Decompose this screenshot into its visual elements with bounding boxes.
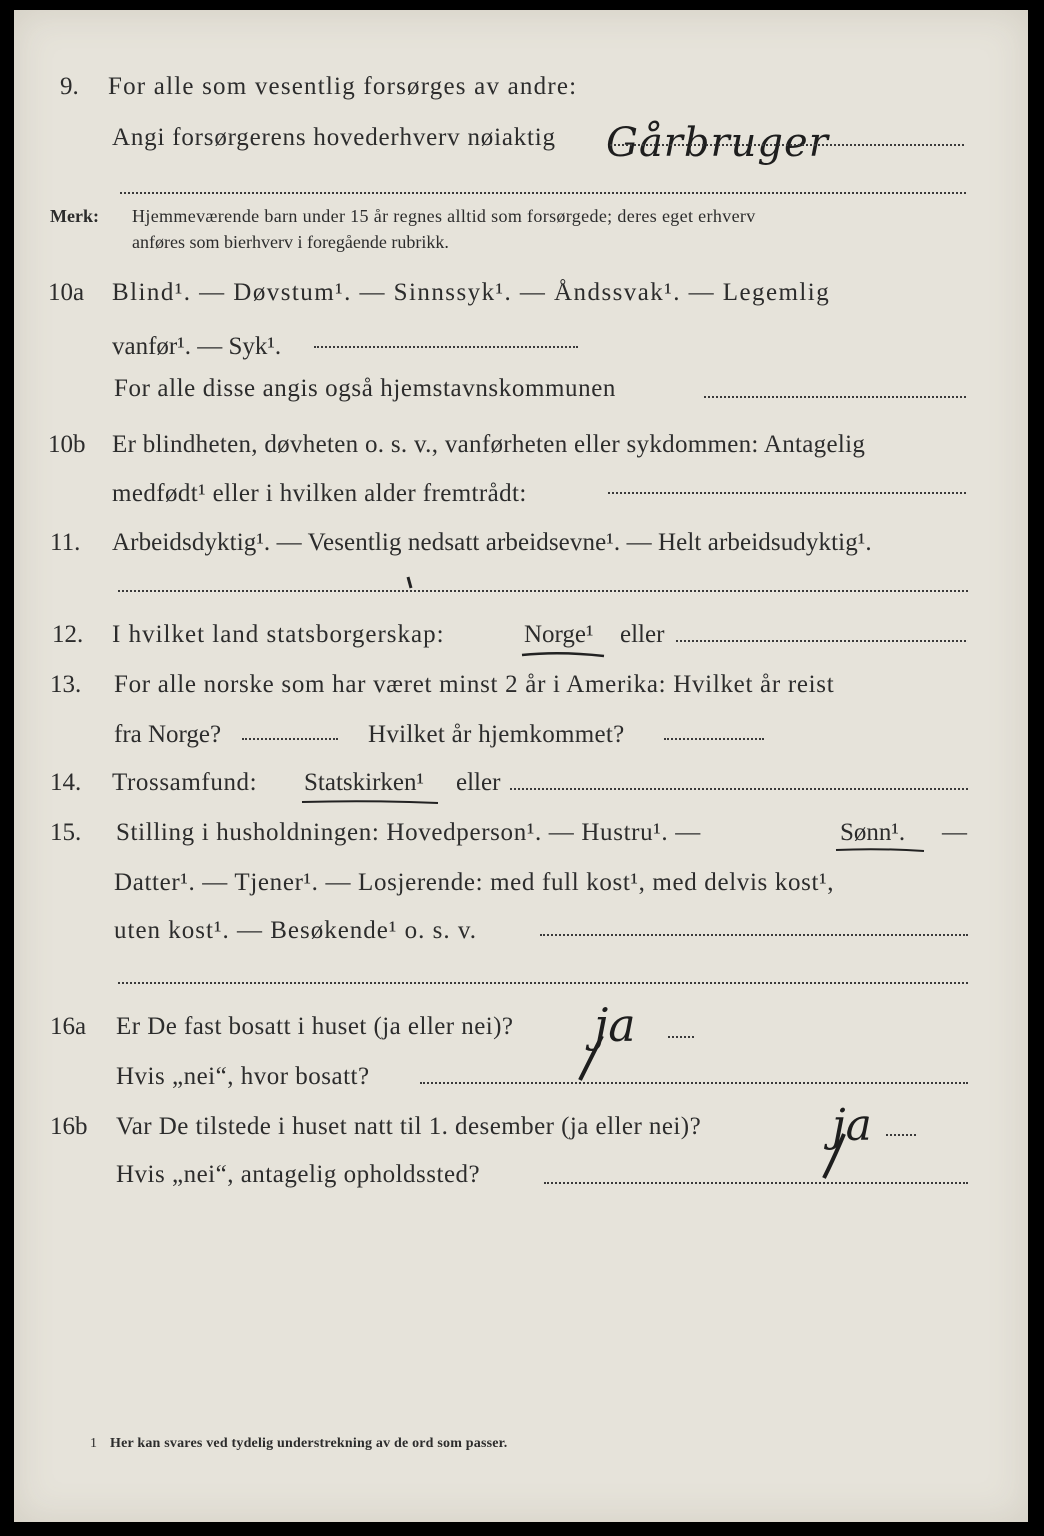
ink-tick-mark	[406, 576, 414, 590]
q16b-number: 16b	[50, 1113, 88, 1140]
q11-answer-line	[118, 590, 968, 592]
q15-line3: uten kost¹. — Besøkende¹ o. s. v.	[114, 917, 478, 944]
q16b-answer-line	[886, 1134, 916, 1136]
q16b-location-line	[544, 1182, 968, 1184]
q12-option-norge: Norge¹	[524, 621, 594, 648]
note-line1: Hjemmeværende barn under 15 år regnes alltid som forsørgede; deres eget erhverv	[132, 206, 756, 226]
q10a-number: 10a	[48, 279, 85, 306]
q10a-line1: Blind¹. — Døvstum¹. — Sinnssyk¹. — Åndssvak¹. — Legemlig	[112, 279, 831, 306]
q16a-handwritten-answer: ja	[594, 998, 636, 1052]
note-line2: anføres som bierhverv i foregående rubrikk.	[132, 232, 449, 252]
q13-number: 13.	[50, 671, 82, 698]
q9-line2: Angi forsørgerens hovederhverv nøiaktig	[112, 124, 556, 151]
norge-underline	[520, 650, 606, 660]
q10a-answer-line	[314, 346, 578, 348]
q9-number: 9.	[60, 73, 79, 100]
q14-option-statskirken: Statskirken¹	[304, 769, 424, 796]
q9-extra-line	[120, 192, 966, 194]
q16a-residence-line	[420, 1082, 968, 1084]
sonn-underline	[834, 846, 926, 854]
q16a-answer-line	[668, 1036, 694, 1038]
q16b-handwritten-answer: ja	[832, 1100, 872, 1151]
q10a-hometown-line	[704, 396, 966, 398]
q13-line2b: Hvilket år hjemkommet?	[368, 721, 625, 748]
q10a-line2: vanfør¹. — Syk¹.	[112, 333, 282, 360]
q10a-line3: For alle disse angis også hjemstavnskommunen	[114, 375, 617, 402]
q15-option-sonn: Sønn¹.	[840, 819, 906, 846]
q15-number: 15.	[50, 819, 82, 846]
q16b-line1: Var De tilstede i huset natt til 1. desember (ja eller nei)?	[116, 1113, 702, 1140]
q15-line1a: Stilling i husholdningen: Hovedperson¹. — Hustru¹. —	[116, 819, 701, 846]
q15-line1c: —	[942, 819, 967, 846]
q13-line2a: fra Norge?	[114, 721, 222, 748]
note-label: Merk:	[50, 206, 99, 226]
q14-tail: eller	[456, 769, 501, 796]
q11-number: 11.	[50, 529, 81, 556]
census-form-page	[14, 10, 1028, 1522]
q12-tail: eller	[620, 621, 665, 648]
statskirken-underline	[300, 798, 440, 806]
q15-line2: Datter¹. — Tjener¹. — Losjerende: med full kost¹, med delvis kost¹,	[114, 869, 835, 896]
q16b-answer-stroke	[820, 1132, 848, 1182]
q16a-line1: Er De fast bosatt i huset (ja eller nei)?	[116, 1013, 514, 1040]
q12-text: I hvilket land statsborgerskap:	[112, 621, 445, 648]
q10b-answer-line	[608, 492, 966, 494]
q16b-line2: Hvis „nei“, antagelig opholdssted?	[116, 1161, 481, 1188]
q10b-line1: Er blindheten, døvheten o. s. v., vanførheten eller sykdommen: Antagelig	[112, 431, 866, 458]
q13-departure-line	[242, 738, 338, 740]
footnote-mark: 1	[90, 1436, 97, 1451]
q9-line1: For alle som vesentlig forsørges av andre:	[108, 73, 578, 100]
q15-answer-line	[540, 934, 968, 936]
q13-line1: For alle norske som har været minst 2 år i Amerika: Hvilket år reist	[114, 671, 835, 698]
q12-number: 12.	[52, 621, 84, 648]
q14-text: Trossamfund:	[112, 769, 258, 796]
q10b-number: 10b	[48, 431, 86, 458]
q9-handwritten-answer: Gårbruger	[606, 120, 829, 166]
q13-return-line	[664, 738, 764, 740]
q14-number: 14.	[50, 769, 82, 796]
q14-answer-line	[510, 788, 968, 790]
q16a-answer-stroke	[576, 1034, 606, 1084]
footnote-text: Her kan svares ved tydelig understrekning av de ord som passer.	[110, 1436, 508, 1451]
q16a-number: 16a	[50, 1013, 87, 1040]
q10b-line2: medfødt¹ eller i hvilken alder fremtrådt:	[112, 480, 527, 507]
q16a-line2: Hvis „nei“, hvor bosatt?	[116, 1063, 370, 1090]
q9-answer-line	[610, 144, 964, 146]
q11-line1: Arbeidsdyktig¹. — Vesentlig nedsatt arbeidsevne¹. — Helt arbeidsudyktig¹.	[112, 529, 872, 556]
q12-answer-line	[676, 640, 966, 642]
q15-extra-line	[118, 982, 968, 984]
